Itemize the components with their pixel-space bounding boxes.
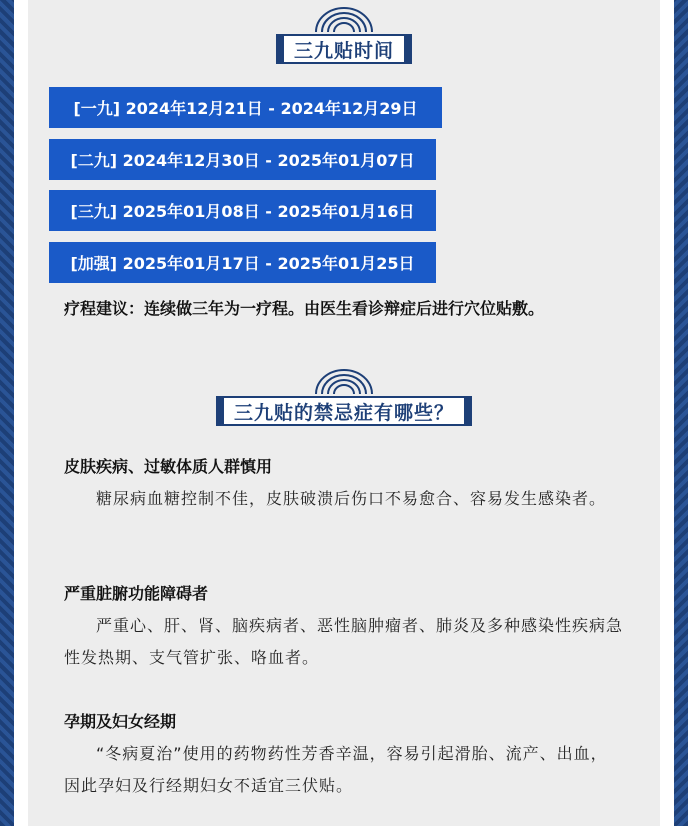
date-range-bar-3: [三九] 2025年01月08日 - 2025年01月16日 [49, 190, 436, 231]
section-header-contraindications [28, 368, 660, 428]
section-title-box [216, 394, 472, 428]
article-content [28, 0, 660, 826]
item-heading: 皮肤疾病、过敏体质人群慎用 [64, 457, 273, 476]
section-title: 三九贴的禁忌症有哪些？ [222, 396, 466, 426]
section-header-timing [28, 6, 660, 66]
date-range-bar-4: [加强] 2025年01月17日 - 2025年01月25日 [49, 242, 436, 283]
wave-ornament-icon [314, 368, 374, 394]
date-range-bar-1: [一九] 2024年12月21日 - 2024年12月29日 [49, 87, 442, 128]
course-advice: 疗程建议：连续做三年为一疗程。由医生看诊辩症后进行穴位贴敷。 [64, 299, 545, 318]
item-body: 糖尿病血糖控制不佳，皮肤破溃后伤口不易愈合、容易发生感染者。 [96, 489, 607, 508]
left-frame-border [0, 0, 14, 826]
section-title-box [276, 32, 412, 66]
date-range-bar-2: [二九] 2024年12月30日 - 2025年01月07日 [49, 139, 436, 180]
item-heading: 严重脏腑功能障碍者 [64, 584, 209, 603]
item-body: “冬病夏治”使用的药物药性芳香辛温，容易引起滑胎、流产、出血，因此孕妇及行经期妇女不适宜三伏贴。 [64, 744, 608, 795]
item-heading: 孕期及妇女经期 [64, 712, 177, 731]
right-frame-border [674, 0, 688, 826]
wave-ornament-icon [314, 6, 374, 32]
item-body: 严重心、肝、肾、脑疾病者、恶性脑肿瘤者、肺炎及多种感染性疾病急性发热期、支气管扩张、咯血者。 [64, 616, 624, 667]
section-title: 三九贴时间 [282, 34, 406, 64]
